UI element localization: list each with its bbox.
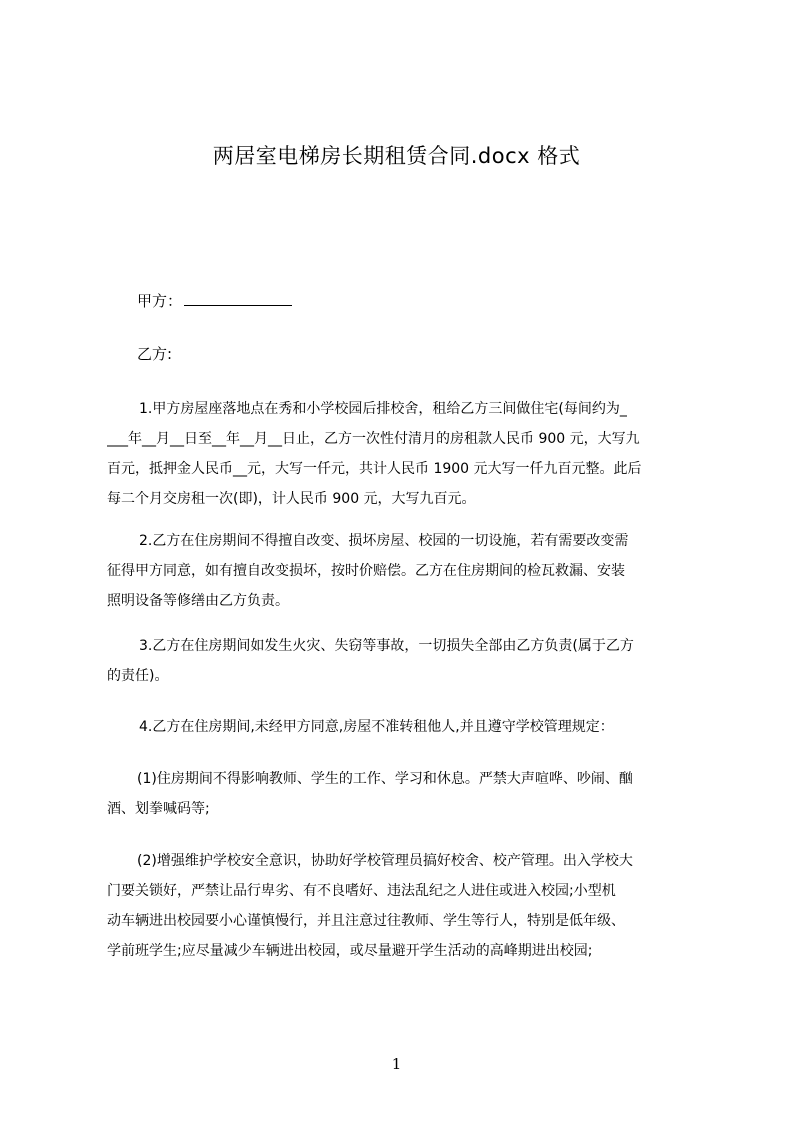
clause-1-line-2: ___年__月__日至__年__月__日止，乙方一次性付清月的房租款人民币 900 元，大写九: [107, 431, 640, 447]
clause-1-line-1: 1.甲方房屋座落地点在秀和小学校园后排校舍，租给乙方三间做住宅(每间约为_: [139, 401, 627, 417]
party-a-blank: [184, 290, 292, 306]
clause-4-2-line-3: 动车辆进出校园要小心谨慎慢行，并且注意过往教师、学生等行人，特别是低年级、: [107, 913, 625, 929]
clause-2-paragraph: [107, 526, 707, 616]
party-b-line: [137, 344, 172, 364]
party-b-label: 乙方:: [137, 345, 173, 363]
clause-4-2-paragraph: [107, 846, 707, 966]
clause-2-line-2: 征得甲方同意，如有擅自改变损坏，按时价赔偿。乙方在住房期间的检瓦救漏、安装: [107, 563, 625, 579]
clause-1-line-3: 百元，抵押金人民币__元，大写一仟元，共计人民币 1900 元大写一仟九百元整。此后: [107, 461, 642, 477]
clause-4-2-line-2: 门要关锁好，严禁让品行卑劣、有不良嗜好、违法乱纪之人进住或进入校园;小型机: [107, 883, 616, 899]
clause-4-1-line-1: (1)住房期间不得影响教师、学生的工作、学习和休息。严禁大声喧哗、吵闹、酗: [137, 771, 633, 787]
clause-4-1-line-2: 酒、划拳喊码等;: [107, 801, 210, 817]
clause-4-1-paragraph: [107, 764, 707, 824]
document-title: 两居室电梯房长期租赁合同.docx 格式: [212, 144, 581, 168]
clause-1-paragraph: [107, 394, 707, 514]
clause-2-line-3: 照明设备等修缮由乙方负责。: [107, 593, 289, 609]
clause-4-2-line-4: 学前班学生;应尽量减少车辆进出校园，或尽量避开学生活动的高峰期进出校园;: [107, 943, 593, 959]
clause-3-line-2: 的责任)。: [107, 668, 169, 684]
clause-4-paragraph: [107, 712, 707, 742]
clause-3-line-1: 3.乙方在住房期间如发生火灾、失窃等事故，一切损失全部由乙方负责(属于乙方: [139, 638, 634, 654]
clause-3-paragraph: [107, 631, 707, 691]
clause-4-line-1: 4.乙方在住房期间,未经甲方同意,房屋不准转租他人,并且遵守学校管理规定：: [139, 719, 614, 735]
page-number: 1: [391, 1055, 402, 1073]
party-a-line: [137, 290, 292, 311]
party-a-label: 甲方：: [137, 292, 183, 310]
clause-4-2-line-1: (2)增强维护学校安全意识，协助好学校管理员搞好校舍、校产管理。出入学校大: [137, 853, 633, 869]
clause-1-line-4: 每二个月交房租一次(即)，计人民币 900 元，大写九百元。: [107, 491, 476, 507]
clause-2-line-1: 2.乙方在住房期间不得擅自改变、损坏房屋、校园的一切设施，若有需要改变需: [139, 533, 629, 549]
